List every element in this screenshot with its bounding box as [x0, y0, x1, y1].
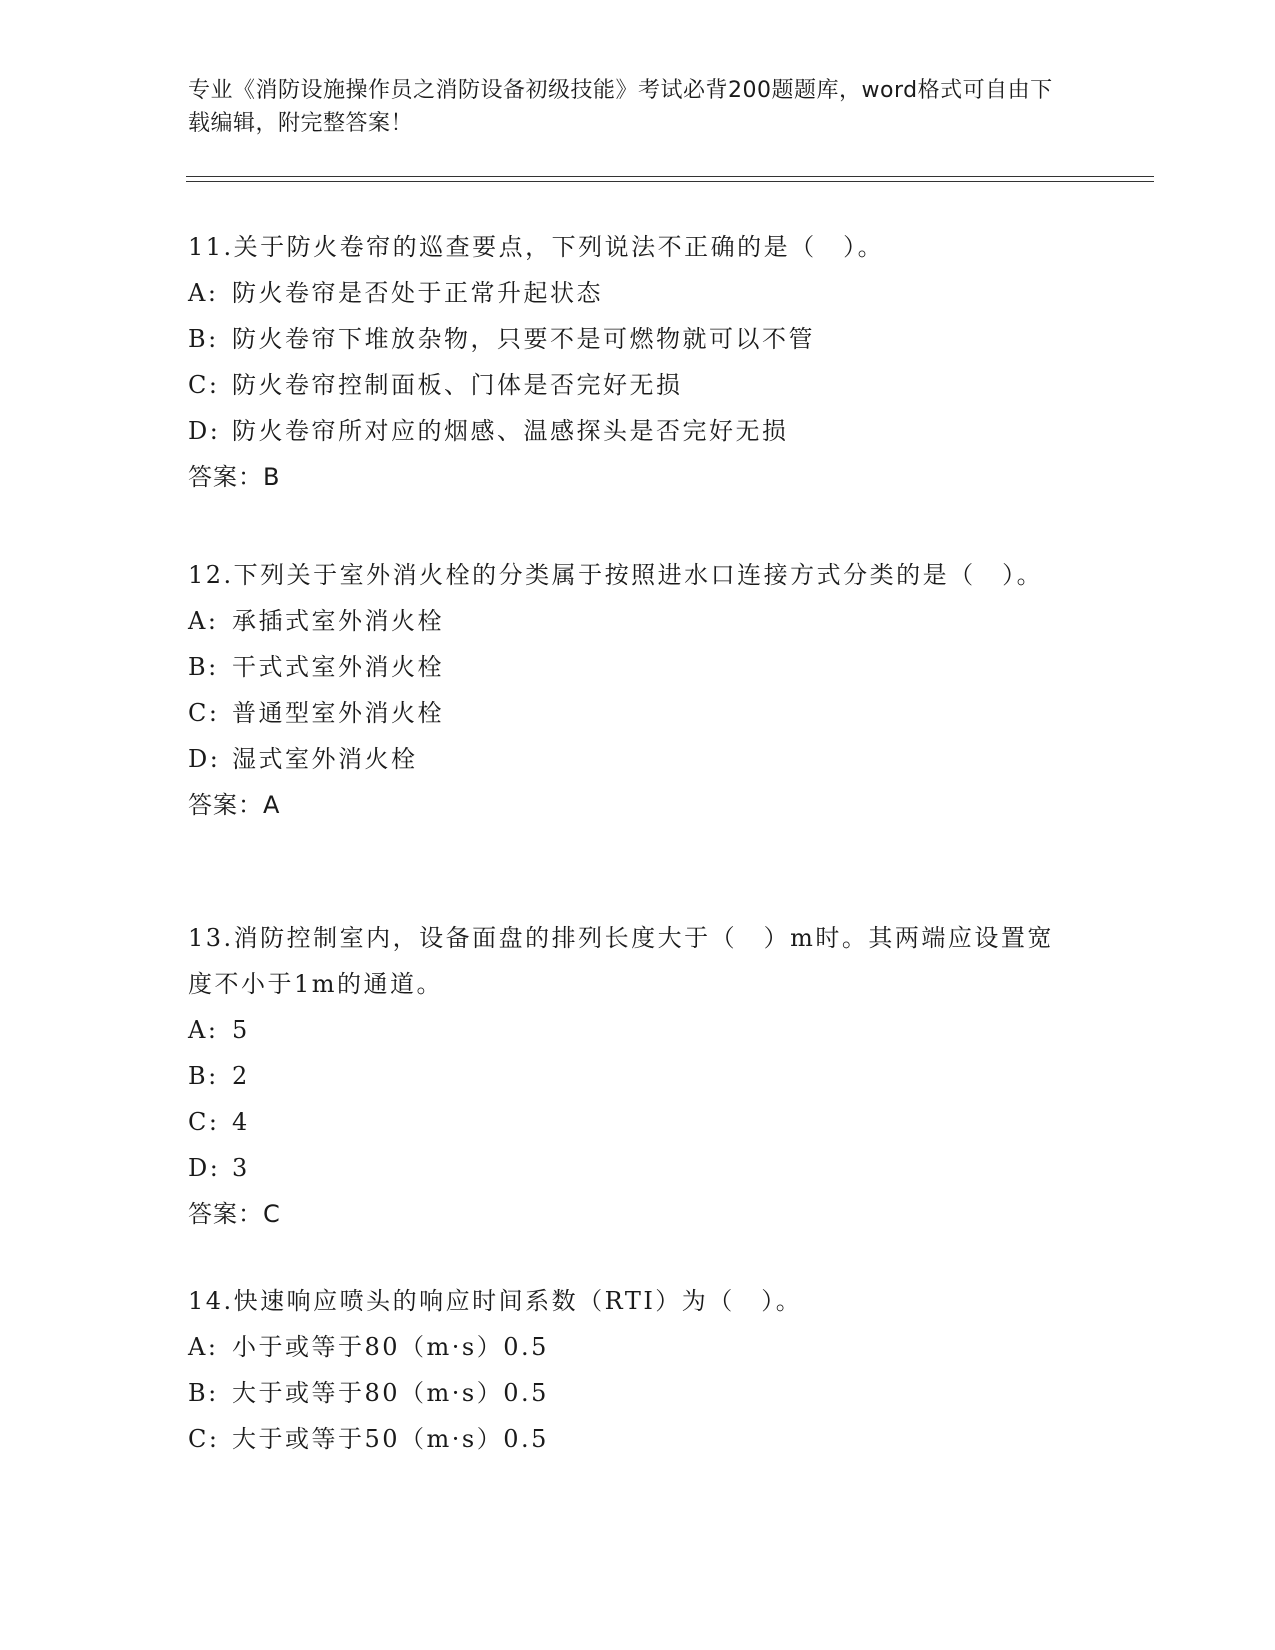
option-letter: B: — [188, 1379, 219, 1407]
option-b — [188, 1053, 1068, 1099]
option-letter: D: — [188, 1154, 221, 1182]
option-b — [188, 644, 1068, 690]
question-stem: 13.消防控制室内，设备面盘的排列长度大于（ ）m时。其两端应设置宽度不小于1m的通道。 — [188, 924, 1054, 998]
option-text: 湿式室外消火栓 — [232, 745, 418, 773]
option-text: 防火卷帘所对应的烟感、温感探头是否完好无损 — [232, 417, 789, 445]
option-text: 大于或等于50（m·s）0.5 — [232, 1425, 549, 1453]
option-b — [188, 316, 1068, 362]
option-text: 2 — [232, 1062, 250, 1090]
question-14 — [188, 1278, 1068, 1462]
option-letter: B: — [188, 325, 219, 353]
option-text: 承插式室外消火栓 — [232, 607, 444, 635]
question-12 — [188, 552, 1068, 828]
option-text: 4 — [232, 1108, 250, 1136]
option-letter: C: — [188, 699, 220, 727]
option-d — [188, 736, 1068, 782]
option-a — [188, 1007, 1068, 1053]
option-a — [188, 1324, 1068, 1370]
option-letter: C: — [188, 371, 220, 399]
option-text: 防火卷帘控制面板、门体是否完好无损 — [232, 371, 683, 399]
answer-label: 答案：C — [188, 1200, 281, 1228]
option-b — [188, 1370, 1068, 1416]
question-stem: 11.关于防火卷帘的巡查要点，下列说法不正确的是（ ）。 — [188, 233, 885, 261]
option-letter: B: — [188, 653, 219, 681]
option-a — [188, 270, 1068, 316]
option-text: 普通型室外消火栓 — [232, 699, 444, 727]
question-stem: 14.快速响应喷头的响应时间系数（RTI）为（ ）。 — [188, 1287, 803, 1315]
option-letter: A: — [188, 1333, 219, 1361]
option-letter: D: — [188, 745, 221, 773]
option-letter: A: — [188, 1016, 219, 1044]
option-d — [188, 408, 1068, 454]
option-letter: A: — [188, 607, 219, 635]
option-text: 5 — [232, 1016, 250, 1044]
question-11 — [188, 224, 1068, 500]
option-a — [188, 598, 1068, 644]
option-letter: C: — [188, 1108, 220, 1136]
option-text: 防火卷帘是否处于正常升起状态 — [232, 279, 603, 307]
header-rule-top — [186, 176, 1154, 177]
option-letter: B: — [188, 1062, 219, 1090]
question-stem: 12.下列关于室外消火栓的分类属于按照进水口连接方式分类的是（ ）。 — [188, 561, 1044, 589]
option-text: 小于或等于80（m·s）0.5 — [232, 1333, 549, 1361]
option-text: 大于或等于80（m·s）0.5 — [232, 1379, 549, 1407]
answer-label: 答案：A — [188, 791, 281, 819]
option-c — [188, 1416, 1068, 1462]
option-letter: D: — [188, 417, 221, 445]
question-13 — [188, 915, 1068, 1237]
header-rule-bottom — [186, 181, 1154, 182]
document-header: 专业《消防设施操作员之消防设备初级技能》考试必背200题题库，word格式可自由下载编辑，附完整答案！ — [188, 78, 1053, 136]
option-d — [188, 1145, 1068, 1191]
option-c — [188, 362, 1068, 408]
option-c — [188, 690, 1068, 736]
option-c — [188, 1099, 1068, 1145]
option-text: 干式式室外消火栓 — [232, 653, 444, 681]
option-text: 3 — [232, 1154, 250, 1182]
answer-label: 答案：B — [188, 463, 281, 491]
option-letter: A: — [188, 279, 219, 307]
option-text: 防火卷帘下堆放杂物，只要不是可燃物就可以不管 — [232, 325, 815, 353]
option-letter: C: — [188, 1425, 220, 1453]
